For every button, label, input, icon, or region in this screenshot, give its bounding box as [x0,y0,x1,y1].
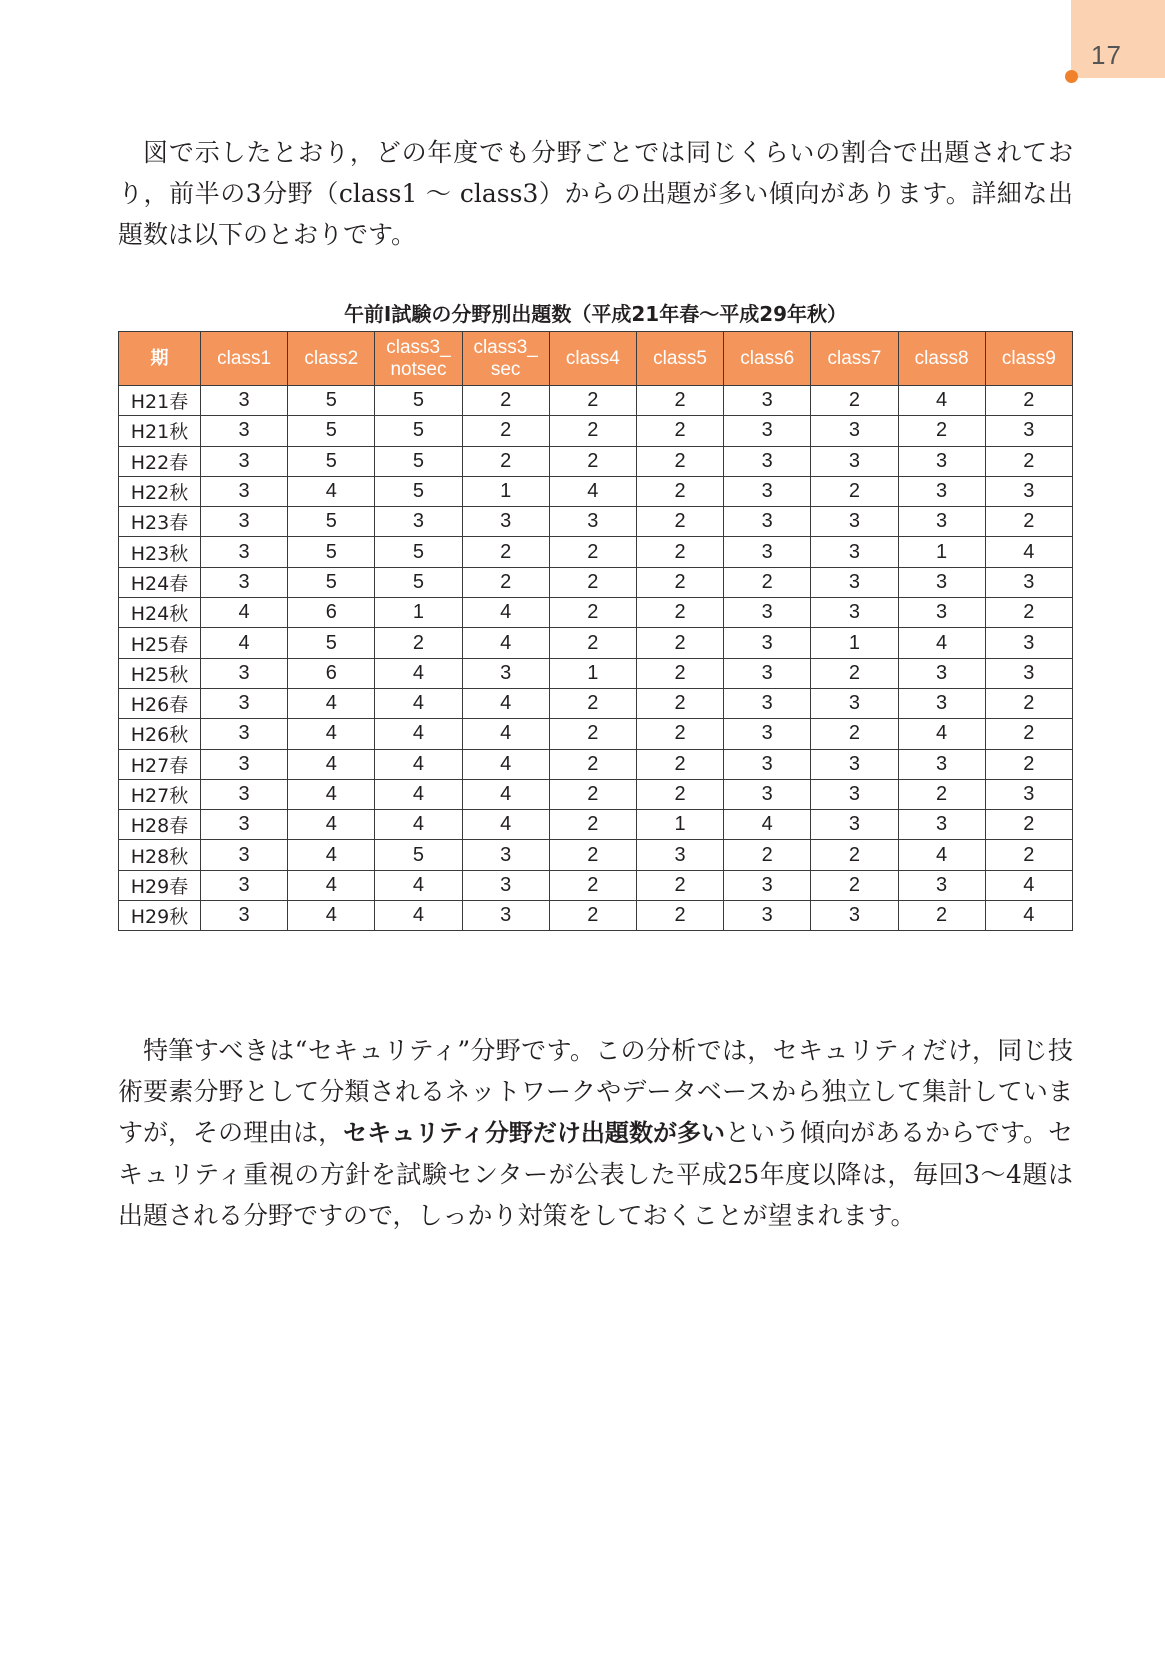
count-cell: 1 [636,810,723,840]
count-cell: 4 [462,810,549,840]
count-cell: 3 [811,901,898,931]
count-cell: 1 [549,658,636,688]
count-cell: 4 [462,719,549,749]
table-row [119,598,1073,628]
page-marker-dot [1065,70,1078,83]
count-cell: 4 [985,901,1072,931]
count-cell: 3 [636,840,723,870]
table-row [119,567,1073,597]
count-cell: 3 [724,749,811,779]
count-cell: 3 [811,537,898,567]
count-cell: 3 [898,446,985,476]
count-cell: 4 [898,628,985,658]
count-cell: 5 [375,386,462,416]
count-cell: 2 [811,719,898,749]
count-cell: 2 [985,507,1072,537]
period-cell: H25秋 [119,658,201,688]
count-cell: 2 [636,507,723,537]
count-cell: 3 [724,598,811,628]
count-cell: 3 [724,779,811,809]
count-cell: 3 [811,507,898,537]
count-cell: 3 [201,779,288,809]
count-cell: 2 [462,567,549,597]
period-cell: H24秋 [119,598,201,628]
count-cell: 3 [724,416,811,446]
count-cell: 4 [288,749,375,779]
count-cell: 2 [462,537,549,567]
count-cell: 3 [811,598,898,628]
page-number: 17 [1091,40,1122,70]
header-class8: class8 [898,332,985,386]
count-cell: 1 [375,598,462,628]
period-cell: H23秋 [119,537,201,567]
count-cell: 5 [288,446,375,476]
count-cell: 4 [375,658,462,688]
count-cell: 3 [898,507,985,537]
count-cell: 2 [375,628,462,658]
count-cell: 2 [985,749,1072,779]
count-cell: 3 [201,688,288,718]
count-cell: 3 [724,901,811,931]
count-cell: 3 [201,567,288,597]
count-cell: 1 [462,476,549,506]
count-cell: 3 [375,507,462,537]
count-cell: 2 [549,870,636,900]
count-cell: 2 [549,446,636,476]
count-cell: 5 [375,840,462,870]
count-cell: 3 [201,416,288,446]
count-cell: 2 [811,870,898,900]
count-cell: 4 [288,688,375,718]
count-cell: 2 [462,446,549,476]
count-cell: 2 [811,658,898,688]
count-cell: 2 [985,810,1072,840]
count-cell: 3 [898,567,985,597]
table-row [119,719,1073,749]
count-cell: 2 [549,719,636,749]
count-cell: 2 [549,688,636,718]
header-class7: class7 [811,332,898,386]
count-cell: 3 [811,779,898,809]
count-cell: 5 [375,416,462,446]
count-cell: 2 [549,901,636,931]
count-cell: 2 [549,416,636,446]
count-cell: 3 [724,870,811,900]
count-cell: 2 [549,779,636,809]
count-cell: 2 [549,749,636,779]
table-body [119,386,1073,931]
count-cell: 3 [724,507,811,537]
count-cell: 3 [985,658,1072,688]
count-cell: 2 [636,870,723,900]
count-cell: 2 [636,719,723,749]
count-cell: 4 [375,719,462,749]
period-cell: H27秋 [119,779,201,809]
count-cell: 2 [636,901,723,931]
table-row [119,386,1073,416]
count-cell: 3 [898,870,985,900]
count-cell: 3 [724,537,811,567]
count-cell: 3 [201,476,288,506]
count-cell: 3 [898,810,985,840]
count-cell: 3 [462,658,549,688]
count-cell: 4 [288,476,375,506]
period-cell: H24春 [119,567,201,597]
period-cell: H29春 [119,870,201,900]
count-cell: 3 [724,476,811,506]
count-cell: 3 [811,749,898,779]
count-cell: 3 [811,567,898,597]
count-cell: 3 [724,688,811,718]
header-class6: class6 [724,332,811,386]
count-cell: 6 [288,598,375,628]
count-cell: 1 [898,537,985,567]
count-cell: 3 [201,446,288,476]
count-cell: 5 [288,416,375,446]
count-cell: 6 [288,658,375,688]
count-cell: 5 [375,446,462,476]
count-cell: 4 [375,779,462,809]
count-cell: 4 [462,779,549,809]
count-cell: 3 [898,749,985,779]
count-cell: 3 [201,386,288,416]
count-cell: 3 [985,628,1072,658]
count-cell: 2 [549,840,636,870]
table-row [119,507,1073,537]
count-cell: 4 [549,476,636,506]
count-cell: 2 [636,446,723,476]
table-caption: 午前Ⅰ試験の分野別出題数（平成21年春～平成29年秋） [343,302,848,326]
count-cell: 3 [985,779,1072,809]
count-cell: 3 [201,719,288,749]
header-class3-notsec: class3_ notsec [375,332,462,386]
count-cell: 2 [636,476,723,506]
table-row [119,628,1073,658]
count-cell: 2 [636,749,723,779]
count-cell: 2 [462,416,549,446]
count-cell: 4 [201,598,288,628]
period-cell: H25春 [119,628,201,658]
count-cell: 2 [636,537,723,567]
header-period: 期 [119,332,201,386]
count-cell: 3 [201,537,288,567]
count-cell: 3 [201,840,288,870]
security-emphasis: セキュリティ分野だけ出題数が多い [343,1119,726,1147]
count-cell: 3 [549,507,636,537]
count-cell: 4 [985,537,1072,567]
table-row [119,416,1073,446]
period-cell: H21春 [119,386,201,416]
count-cell: 3 [985,476,1072,506]
count-cell: 3 [898,658,985,688]
count-cell: 4 [288,870,375,900]
count-cell: 4 [288,719,375,749]
count-cell: 2 [636,386,723,416]
count-cell: 3 [201,870,288,900]
period-cell: H23春 [119,507,201,537]
count-cell: 2 [549,598,636,628]
table-row [119,749,1073,779]
table-row [119,476,1073,506]
count-cell: 3 [985,567,1072,597]
count-cell: 2 [636,628,723,658]
count-cell: 3 [462,840,549,870]
security-paragraph-text-2: という傾向があるからです。セキュリティ重視の方針を試験センターが公表した平成25年度以降は，毎回3～4題は出題される分野ですので，しっかり対策をしておくことが望まれます。 [118,1118,1073,1230]
count-cell: 2 [898,901,985,931]
question-count-table [118,331,1073,931]
count-cell: 2 [985,386,1072,416]
count-cell: 2 [636,779,723,809]
count-cell: 2 [724,840,811,870]
count-cell: 2 [549,628,636,658]
table-row [119,446,1073,476]
count-cell: 4 [724,810,811,840]
table-header-row [119,332,1073,386]
count-cell: 4 [375,810,462,840]
table-row [119,810,1073,840]
count-cell: 3 [985,416,1072,446]
count-cell: 3 [462,507,549,537]
count-cell: 3 [201,749,288,779]
count-cell: 4 [288,840,375,870]
count-cell: 4 [288,901,375,931]
count-cell: 5 [288,537,375,567]
period-cell: H28春 [119,810,201,840]
count-cell: 4 [375,749,462,779]
table-row [119,537,1073,567]
count-cell: 3 [462,901,549,931]
count-cell: 2 [985,719,1072,749]
period-cell: H26秋 [119,719,201,749]
count-cell: 5 [288,628,375,658]
count-cell: 2 [898,416,985,446]
count-cell: 2 [636,688,723,718]
count-cell: 2 [549,386,636,416]
count-cell: 2 [549,810,636,840]
count-cell: 4 [375,870,462,900]
count-cell: 4 [462,628,549,658]
count-cell: 2 [462,386,549,416]
count-cell: 2 [985,840,1072,870]
count-cell: 2 [636,658,723,688]
period-cell: H27春 [119,749,201,779]
table-row [119,688,1073,718]
count-cell: 3 [201,658,288,688]
header-class1: class1 [201,332,288,386]
count-cell: 5 [288,507,375,537]
period-cell: H28秋 [119,840,201,870]
header-class4: class4 [549,332,636,386]
header-class9: class9 [985,332,1072,386]
count-cell: 4 [288,810,375,840]
count-cell: 4 [898,386,985,416]
period-cell: H22春 [119,446,201,476]
count-cell: 4 [201,628,288,658]
header-class5: class5 [636,332,723,386]
count-cell: 2 [985,446,1072,476]
count-cell: 3 [724,658,811,688]
header-class2: class2 [288,332,375,386]
count-cell: 3 [201,810,288,840]
page-number-tab [1071,0,1165,78]
count-cell: 2 [985,598,1072,628]
count-cell: 2 [549,537,636,567]
count-cell: 5 [288,567,375,597]
count-cell: 3 [724,386,811,416]
period-cell: H22秋 [119,476,201,506]
count-cell: 5 [375,567,462,597]
period-cell: H26春 [119,688,201,718]
count-cell: 3 [811,688,898,718]
count-cell: 2 [811,840,898,870]
count-cell: 4 [288,779,375,809]
count-cell: 3 [811,810,898,840]
count-cell: 4 [898,840,985,870]
count-cell: 4 [462,598,549,628]
period-cell: H21秋 [119,416,201,446]
count-cell: 3 [898,598,985,628]
header-class3-sec: class3_ sec [462,332,549,386]
count-cell: 2 [811,386,898,416]
count-cell: 3 [898,688,985,718]
security-paragraph-text-1: 特筆すべきは“セキュリティ”分野です。この分析では，セキュリティだけ，同じ技術要素分野として分類されるネットワークやデータベースから独立して集計していますが，その理由は， [118,1036,1073,1147]
count-cell: 4 [462,749,549,779]
count-cell: 3 [898,476,985,506]
intro-paragraph: 図で示したとおり，どの年度でも分野ごとでは同じくらいの割合で出題されており，前半の3分野（class1 ～ class3）からの出題が多い傾向があります。詳細な出題数は以下のとおりです。 [118,138,1073,249]
count-cell: 2 [636,598,723,628]
table-row [119,840,1073,870]
count-cell: 2 [898,779,985,809]
count-cell: 2 [636,416,723,446]
count-cell: 3 [201,901,288,931]
count-cell: 3 [811,446,898,476]
count-cell: 4 [898,719,985,749]
count-cell: 3 [724,628,811,658]
count-cell: 4 [375,688,462,718]
count-cell: 4 [985,870,1072,900]
count-cell: 2 [724,567,811,597]
period-cell: H29秋 [119,901,201,931]
count-cell: 4 [375,901,462,931]
count-cell: 3 [201,507,288,537]
count-cell: 5 [288,386,375,416]
count-cell: 2 [549,567,636,597]
count-cell: 1 [811,628,898,658]
table-row [119,658,1073,688]
count-cell: 2 [811,476,898,506]
count-cell: 5 [375,476,462,506]
count-cell: 3 [724,446,811,476]
count-cell: 3 [462,870,549,900]
count-cell: 2 [636,567,723,597]
count-cell: 4 [462,688,549,718]
count-cell: 2 [985,688,1072,718]
count-cell: 3 [811,416,898,446]
count-cell: 5 [375,537,462,567]
security-paragraph [118,1030,1073,1236]
table-row [119,870,1073,900]
table-row [119,779,1073,809]
count-cell: 3 [724,719,811,749]
table-row [119,901,1073,931]
